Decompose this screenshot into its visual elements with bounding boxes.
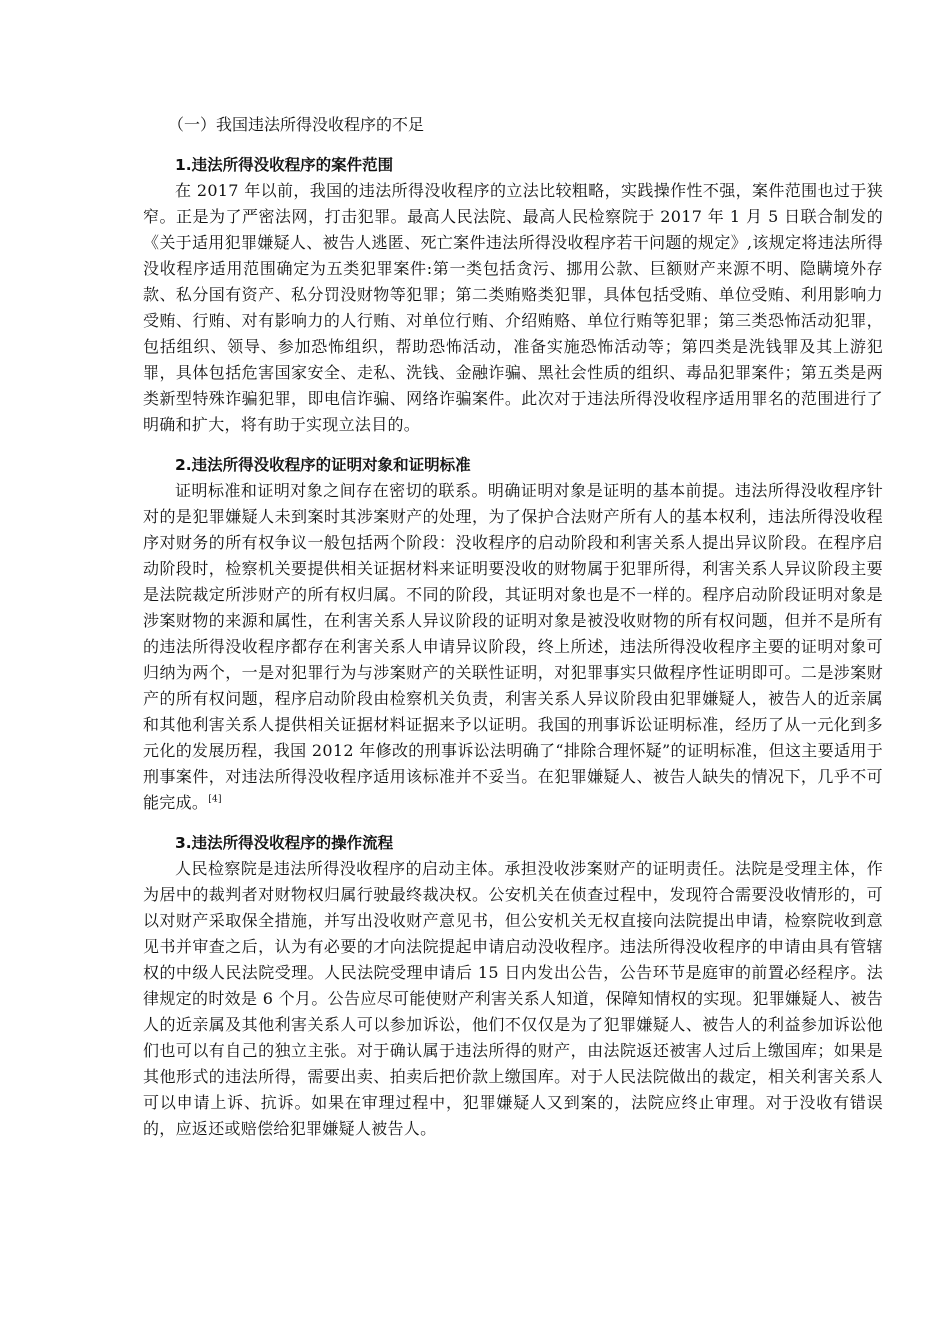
subsection-procedure-flow xyxy=(143,830,883,1142)
subsection-paragraph xyxy=(143,856,883,1142)
section-title: （一）我国违法所得没收程序的不足 xyxy=(168,115,425,134)
subsection-paragraph xyxy=(143,178,883,438)
subsection-heading: 3.违法所得没收程序的操作流程 xyxy=(175,834,394,852)
paragraph-text: 人民检察院是违法所得没收程序的启动主体。承担没收涉案财产的证明责任。法院是受理主体，作为居中的裁判者对财物权归属行驶最终裁决权。公安机关在侦查过程中，发现符合需要没收情形的，可以对财产采取保全措施，并写出没收财产意见书，但公安机关无权直接向法院提出申请，检察院收到意见书并审查之后，认为有必要的才向法院提起申请启动没收程序。违法所得没收程序的申请由具有管辖权的中级人民法院受理。人民法院受理申请后 15 日内发出公告，公告环节是庭审的前置必经程序。法律规定的时效是 6 个月。公告应尽可能使财产利害关系人知道，保障知情权的实现。犯罪嫌疑人、被告人的近亲属及其他利害关系人可以参加诉讼，他们不仅仅是为了犯罪嫌疑人、被告人的利益参加诉讼他们也可以有自己的独立主张。对于确认属于违法所得的财产，由法院返还被害人过后上缴国库；如果是其他形式的违法所得，需要出卖、拍卖后把价款上缴国库。对于人民法院做出的裁定，相关利害关系人可以申请上诉、抗诉。如果在审理过程中，犯罪嫌疑人又到案的，法院应终止审理。对于没收有错误的，应返还或赔偿给犯罪嫌疑人被告人。 xyxy=(143,859,883,1138)
subsection-heading: 1.违法所得没收程序的案件范围 xyxy=(175,156,394,174)
subsection-case-scope xyxy=(143,152,883,438)
subsection-proof-standard xyxy=(143,452,883,816)
paragraph-text: 在 2017 年以前，我国的违法所得没收程序的立法比较粗略，实践操作性不强，案件范围也过于狭窄。正是为了严密法网，打击犯罪。最高人民法院、最高人民检察院于 2017 年 1 月 5 日联合制发的《关于适用犯罪嫌疑人、被告人逃匿、死亡案件违法所得没收程序若干问题的规定》,该规定将违法所得没收程序适用范围确定为五类犯罪案件:第一类包括贪污、挪用公款、巨额财产来源不明、隐瞒境外存款、私分国有资产、私分罚没财物等犯罪；第二类贿赂类犯罪，具体包括受贿、单位受贿、利用影响力受贿、行贿、对有影响力的人行贿、对单位行贿、介绍贿赂、单位行贿等犯罪；第三类恐怖活动犯罪，包括组织、领导、参加恐怖组织，帮助恐怖活动，准备实施恐怖活动等；第四类是洗钱罪及其上游犯罪，具体包括危害国家安全、走私、洗钱、金融诈骗、黑社会性质的组织、毒品犯罪案件；第五类是两类新型特殊诈骗犯罪，即电信诈骗、网络诈骗案件。此次对于违法所得没收程序适用罪名的范围进行了明确和扩大，将有助于实现立法目的。 xyxy=(143,181,883,434)
paragraph-text: 证明标准和证明对象之间存在密切的联系。明确证明对象是证明的基本前提。违法所得没收程序针对的是犯罪嫌疑人未到案时其涉案财产的处理，为了保护合法财产所有人的基本权利，违法所得没收程序对财务的所有权争议一般包括两个阶段：没收程序的启动阶段和利害关系人提出异议阶段。在程序启动阶段时，检察机关要提供相关证据材料来证明要没收的财物属于犯罪所得，利害关系人异议阶段主要是法院裁定所涉财产的所有权归属。不同的阶段，其证明对象也是不一样的。程序启动阶段证明对象是涉案财物的来源和属性，在利害关系人异议阶段的证明对象是被没收财物的所有权问题，但并不是所有的违法所得没收程序都存在利害关系人申请异议阶段，终上所述，违法所得没收程序主要的证明对象可归纳为两个，一是对犯罪行为与涉案财产的关联性证明，对犯罪事实只做程序性证明即可。二是涉案财产的所有权问题，程序启动阶段由检察机关负责，利害关系人异议阶段由犯罪嫌疑人，被告人的近亲属和其他利害关系人提供相关证据材料证据来予以证明。我国的刑事诉讼证明标准，经历了从一元化到多元化的发展历程，我国 2012 年修改的刑事诉讼法明确了“排除合理怀疑”的证明标准，但这主要适用于刑事案件，对违法所得没收程序适用该标准并不妥当。在犯罪嫌疑人、被告人缺失的情况下，几乎不可能完成。 xyxy=(143,481,883,812)
subsection-paragraph xyxy=(143,478,883,816)
subsection-heading: 2.违法所得没收程序的证明对象和证明标准 xyxy=(175,456,471,474)
document-page xyxy=(143,112,883,1156)
footnote-reference[interactable]: [4] xyxy=(208,794,222,805)
